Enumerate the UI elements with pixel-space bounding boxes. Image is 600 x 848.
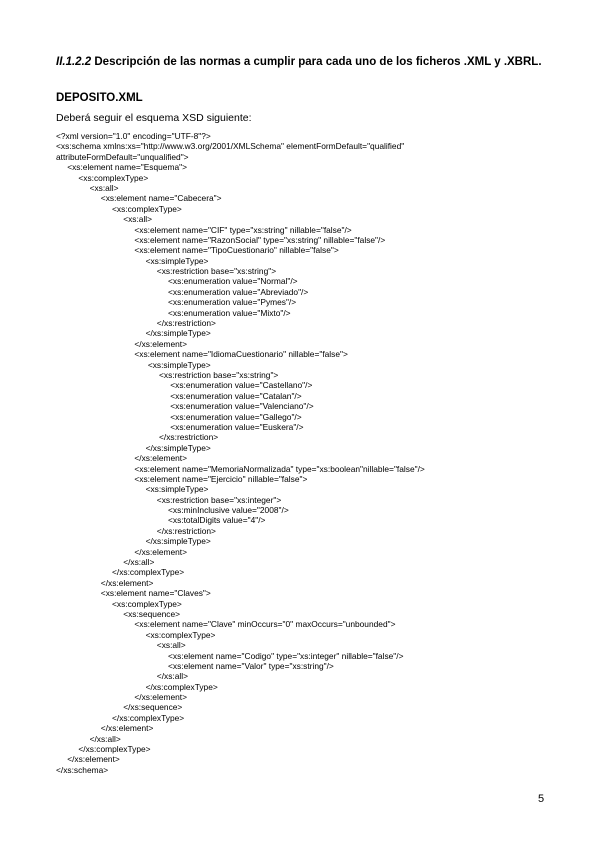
code-line: </xs:element> bbox=[100, 577, 154, 588]
code-line: <xs:element name="Cabecera"> bbox=[100, 193, 222, 204]
code-line: <xs:enumeration value="Abreviado"/> bbox=[168, 286, 309, 297]
code-line: </xs:all> bbox=[156, 671, 188, 682]
code-line: </xs:element> bbox=[67, 754, 120, 765]
code-line: </xs:complexType> bbox=[78, 744, 151, 755]
code-line: </xs:restriction> bbox=[156, 318, 216, 329]
xsd-code-block bbox=[56, 131, 556, 775]
code-line: </xs:element> bbox=[134, 692, 187, 703]
code-line: </xs:element> bbox=[100, 723, 154, 734]
code-line: </xs:simpleType> bbox=[145, 442, 211, 453]
code-line: </xs:complexType> bbox=[145, 681, 218, 692]
code-line: <xs:enumeration value="Gallego"/> bbox=[170, 411, 302, 422]
code-line: <xs:element name="IdiomaCuestionario" nillable="false"> bbox=[134, 349, 348, 360]
section-heading bbox=[56, 56, 556, 68]
code-line: <xs:enumeration value="Normal"/> bbox=[168, 276, 298, 287]
code-line: <xs:restriction base="xs:string"> bbox=[156, 266, 277, 277]
code-line: <xs:element name="Valor" type="xs:string"/> bbox=[168, 660, 334, 671]
code-line: <xs:simpleType> bbox=[145, 255, 209, 266]
code-line: <xs:element name="Clave" minOccurs="0" maxOccurs="unbounded"> bbox=[134, 619, 396, 630]
code-line: <xs:enumeration value="Castellano"/> bbox=[170, 380, 313, 391]
code-line: </xs:simpleType> bbox=[145, 536, 211, 547]
code-line: <xs:complexType> bbox=[112, 598, 182, 609]
code-line: attributeFormDefault="unqualified"> bbox=[56, 151, 189, 162]
code-line: <xs:enumeration value="Valenciano"/> bbox=[170, 401, 314, 412]
page-number: 5 bbox=[538, 793, 545, 805]
code-line: <xs:restriction base="xs:string"> bbox=[159, 369, 279, 380]
intro-text: Deberá seguir el esquema XSD siguiente: bbox=[56, 112, 252, 124]
code-line: </xs:complexType> bbox=[112, 567, 185, 578]
code-line: <xs:complexType> bbox=[78, 172, 149, 183]
code-line: </xs:all> bbox=[89, 733, 121, 744]
code-line: <xs:totalDigits value="4"/> bbox=[168, 515, 266, 526]
code-line: <xs:all> bbox=[89, 182, 119, 193]
code-line: </xs:all> bbox=[123, 557, 155, 568]
code-line: <xs:complexType> bbox=[145, 629, 216, 640]
code-line: </xs:simpleType> bbox=[145, 328, 211, 339]
code-line: <xs:simpleType> bbox=[145, 484, 209, 495]
code-line: <xs:element name="CIF" type="xs:string" nillable="false"/> bbox=[134, 224, 352, 235]
code-line: <xs:element name="Esquema"> bbox=[67, 162, 187, 173]
code-line: <xs:schema xmlns:xs="http://www.w3.org/2001/XMLSchema" elementFormDefault="qualified" bbox=[56, 141, 405, 152]
code-line: <xs:element name="RazonSocial" type="xs:string" nillable="false"/> bbox=[134, 234, 386, 245]
code-line: <xs:enumeration value="Euskera"/> bbox=[170, 421, 304, 432]
code-line: <xs:enumeration value="Mixto"/> bbox=[168, 307, 291, 318]
code-line: <xs:all> bbox=[156, 640, 186, 651]
code-line: <xs:complexType> bbox=[112, 203, 182, 214]
section-title: Descripción de las normas a cumplir para cada uno de los ficheros .XML y .XBRL. bbox=[94, 56, 542, 68]
code-line: <xs:minInclusive value="2008"/> bbox=[168, 505, 289, 516]
code-line: </xs:sequence> bbox=[123, 702, 183, 713]
code-line: <xs:element name="Claves"> bbox=[100, 588, 211, 599]
code-line: </xs:restriction> bbox=[159, 432, 219, 443]
code-line: <xs:sequence> bbox=[123, 608, 180, 619]
code-line: <xs:all> bbox=[123, 214, 153, 225]
code-line: </xs:restriction> bbox=[156, 525, 216, 536]
code-line: <xs:element name="Codigo" type="xs:integer" nillable="false"/> bbox=[168, 650, 404, 661]
code-line: </xs:element> bbox=[134, 338, 187, 349]
code-line: <xs:enumeration value="Catalan"/> bbox=[170, 390, 302, 401]
section-number: II.1.2.2 bbox=[56, 56, 92, 68]
code-line: </xs:schema> bbox=[56, 764, 109, 775]
code-line: <xs:element name="MemoriaNormalizada" type="xs:boolean"nillable="false"/> bbox=[134, 463, 425, 474]
code-line: <xs:element name="Ejercicio" nillable="false"> bbox=[134, 473, 308, 484]
code-line: </xs:complexType> bbox=[112, 712, 185, 723]
code-line: <?xml version="1.0" encoding="UTF-8"?> bbox=[56, 131, 211, 141]
code-line: </xs:element> bbox=[134, 453, 187, 464]
code-line: <xs:restriction base="xs:integer"> bbox=[156, 494, 282, 505]
subsection-title: DEPOSITO.XML bbox=[56, 92, 143, 104]
code-line: <xs:element name="TipoCuestionario" nillable="false"> bbox=[134, 245, 339, 256]
code-line: <xs:enumeration value="Pymes"/> bbox=[168, 297, 297, 308]
code-line: <xs:simpleType> bbox=[147, 359, 211, 370]
code-line: </xs:element> bbox=[134, 546, 187, 557]
